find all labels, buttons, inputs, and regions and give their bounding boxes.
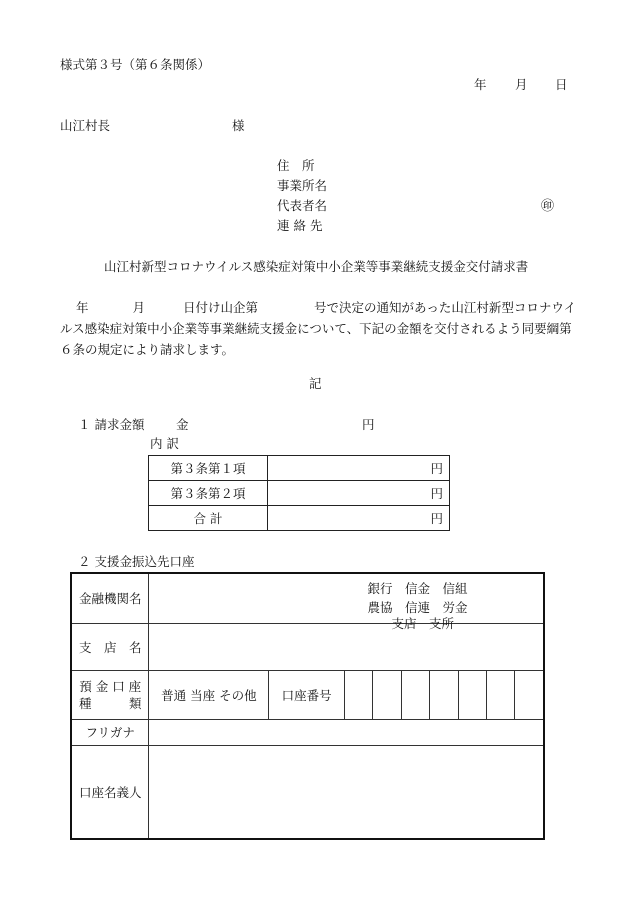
date-day: 日 (555, 77, 568, 92)
body-dated: 日付け山企第 (183, 300, 259, 315)
account-holder-field[interactable] (149, 745, 544, 839)
addressee-name: 山江村長 (60, 118, 111, 133)
account-digit-cell[interactable] (373, 670, 401, 719)
applicant-office-label: 事業所名 (277, 178, 328, 193)
table-row (71, 719, 544, 745)
account-digit-cell[interactable] (487, 670, 515, 719)
amount-yen: 円 (362, 417, 375, 432)
branch-name-field[interactable] (149, 615, 544, 670)
branch-types: 支店 支所 (391, 615, 454, 631)
seal-mark: ㊞ (541, 199, 555, 214)
account-digit-cell[interactable] (458, 670, 486, 719)
account-digit-cell[interactable] (344, 670, 372, 719)
account-digit-cell[interactable] (401, 670, 429, 719)
account-digit-cell[interactable] (430, 670, 458, 719)
table-row (71, 573, 544, 623)
table-row (149, 506, 450, 531)
breakdown-row-label: 第３条第２項 (149, 481, 268, 506)
applicant-representative-label: 代表者名 (277, 198, 328, 213)
applicant-address-label: 住 所 (277, 158, 315, 173)
applicant-contact-label: 連 絡 先 (277, 218, 323, 233)
breakdown-row-amount[interactable]: 円 (268, 481, 450, 506)
breakdown-label: 内 訳 (150, 436, 179, 451)
ki-heading: 記 (309, 376, 322, 391)
breakdown-row-label: 第３条第１項 (149, 456, 268, 481)
deposit-type-label (71, 670, 149, 719)
document-title: 山江村新型コロナウイルス感染症対策中小企業等事業継続支援金交付請求書 (104, 259, 529, 274)
breakdown-table (148, 455, 450, 531)
table-row (71, 745, 544, 839)
body-month: 月 (132, 300, 146, 315)
amount-kin: 金 (176, 417, 189, 432)
account-digit-cell[interactable] (515, 670, 544, 719)
body-year: 年 (76, 300, 89, 315)
date-month: 月 (515, 77, 528, 92)
body-text: 号で決定の通知があった山江村新型コロナウイルス感染症対策中小企業等事業継続支援金について、下記の金額を交付されるよう同要綱第６条の規定により請求します。 (60, 300, 577, 357)
request-body (60, 297, 580, 360)
addressee-honorific: 様 (232, 118, 245, 133)
bank-name-label: 金融機関名 (71, 573, 149, 623)
furigana-label: フリガナ (71, 719, 149, 745)
breakdown-row-label: 合 計 (149, 506, 268, 531)
table-row (149, 481, 450, 506)
breakdown-row-amount[interactable]: 円 (268, 456, 450, 481)
deposit-type-label-line1: 預 金 口 座 (79, 678, 142, 694)
section1-label: １ 請求金額 (78, 417, 145, 432)
table-row (71, 623, 544, 670)
account-table (70, 572, 545, 840)
bank-types-row1: 銀行 信金 信組 (367, 581, 468, 596)
table-row (149, 456, 450, 481)
account-number-label: 口座番号 (269, 670, 345, 719)
bank-name-field[interactable] (149, 573, 544, 623)
breakdown-row-amount[interactable]: 円 (268, 506, 450, 531)
section2-label: ２ 支援金振込先口座 (78, 554, 195, 569)
deposit-type-label-line2: 種 類 (78, 695, 142, 711)
branch-name-label: 支 店 名 (71, 623, 149, 670)
deposit-type-options[interactable]: 普通 当座 その他 (149, 670, 269, 719)
bank-types-row2: 農協 信連 労金 (367, 600, 468, 615)
account-holder-label: 口座名義人 (71, 745, 149, 839)
form-number: 様式第３号（第６条関係） (60, 57, 211, 72)
table-row (71, 670, 544, 719)
date-year: 年 (474, 77, 487, 92)
furigana-field[interactable] (149, 719, 544, 745)
